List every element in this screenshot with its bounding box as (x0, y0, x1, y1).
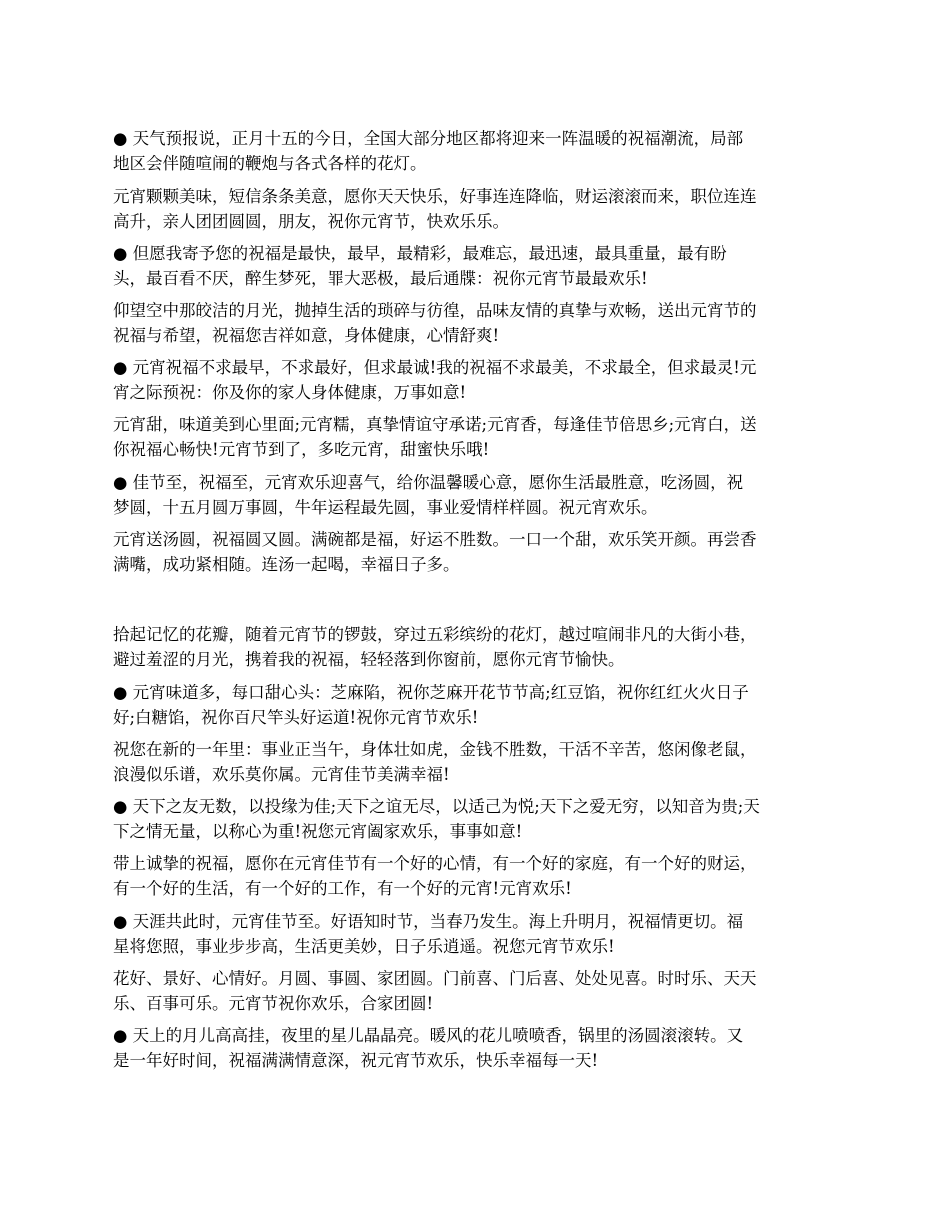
paragraph-3: ● 但愿我寄予您的祝福是最快，最早，最精彩，最难忘，最迅速，最具重量，最有盼 头，最百看不厌，醉生梦死，罪大恶极，最后通牒：祝你元宵节最最欢乐! (113, 244, 727, 288)
paragraph-12: ● 天下之友无数，以投缘为佳;天下之谊无尽，以适己为悦;天下之爱无穷，以知音为贵;天 下之情无量，以称心为重!祝您元宵阖家欢乐，事事如意! (113, 797, 760, 841)
paragraph-6: 元宵甜，味道美到心里面;元宵糯，真挚情谊守承诺;元宵香，每逢佳节倍思乡;元宵白，送 你祝福心畅快!元宵节到了，多吃元宵，甜蜜快乐哦! (113, 415, 757, 459)
paragraph-5: ● 元宵祝福不求最早，不求最好，但求最诚!我的祝福不求最美，不求最全，但求最灵!元 宵之际预祝：你及你的家人身体健康，万事如意! (113, 358, 757, 402)
paragraph-7: ● 佳节至，祝福至，元宵欢乐迎喜气，给你温馨暖心意，愿你生活最胜意，吃汤圆，祝 梦圆，十五月圆万事圆，牛年运程最先圆，事业爱情样样圆。祝元宵欢乐。 (113, 473, 744, 517)
paragraph-2: 元宵颗颗美味，短信条条美意，愿你天天快乐，好事连连降临，财运滚滚而来，职位连连 高升，亲人团团圆圆，朋友，祝你元宵节，快欢乐乐。 (113, 187, 757, 231)
paragraph-4: 仰望空中那皎洁的月光，抛掉生活的琐碎与彷徨，品味友情的真挚与欢畅，送出元宵节的 祝福与希望，祝福您吉祥如意，身体健康，心情舒爽! (113, 301, 757, 345)
paragraph-1: ● 天气预报说，正月十五的今日，全国大部分地区都将迎来一阵温暖的祝福潮流，局部 地区会伴随喧闹的鞭炮与各式各样的花灯。 (113, 129, 744, 173)
paragraph-8: 元宵送汤圆，祝福圆又圆。满碗都是福，好运不胜数。一口一个甜，欢乐笑开颜。再尝香 满嘴，成功紧相随。连汤一起喝，幸福日子多。 (113, 530, 757, 574)
paragraph-14: ● 天涯共此时，元宵佳节至。好语知时节，当春乃发生。海上升明月，祝福情更切。福 星将您照，事业步步高，生活更美妙，日子乐逍遥。祝您元宵节欢乐! (113, 912, 744, 956)
paragraph-13: 带上诚挚的祝福，愿你在元宵佳节有一个好的心情，有一个好的家庭，有一个好的财运， 有一个好的生活，有一个好的工作，有一个好的元宵!元宵欢乐! (113, 854, 757, 898)
paragraph-10: ● 元宵味道多，每口甜心头：芝麻陷，祝你芝麻开花节节高;红豆馅，祝你红红火火日子 好;白糖馅，祝你百尺竿头好运道!祝你元宵节欢乐! (113, 683, 749, 727)
paragraph-11: 祝您在新的一年里：事业正当午，身体壮如虎，金钱不胜数，干活不辛苦，悠闲像老鼠， 浪漫似乐谱，欢乐莫你属。元宵佳节美满幸福! (113, 740, 757, 784)
paragraph-16: ● 天上的月儿高高挂，夜里的星儿晶晶亮。暖风的花儿喷喷香，锅里的汤圆滚滚转。又 是一年好时间，祝福满满情意深，祝元宵节欢乐，快乐幸福每一天! (113, 1026, 744, 1070)
paragraph-9: 拾起记忆的花瓣，随着元宵节的锣鼓，穿过五彩缤纷的花灯，越过喧闹非凡的大街小巷， 避过羞涩的月光，携着我的祝福，轻轻落到你窗前，愿你元宵节愉快。 (113, 625, 757, 669)
paragraph-15: 花好、景好、心情好。月圆、事圆、家团圆。门前喜、门后喜、处处见喜。时时乐、天天 乐、百事可乐。元宵节祝你欢乐，合家团圆! (113, 969, 757, 1013)
